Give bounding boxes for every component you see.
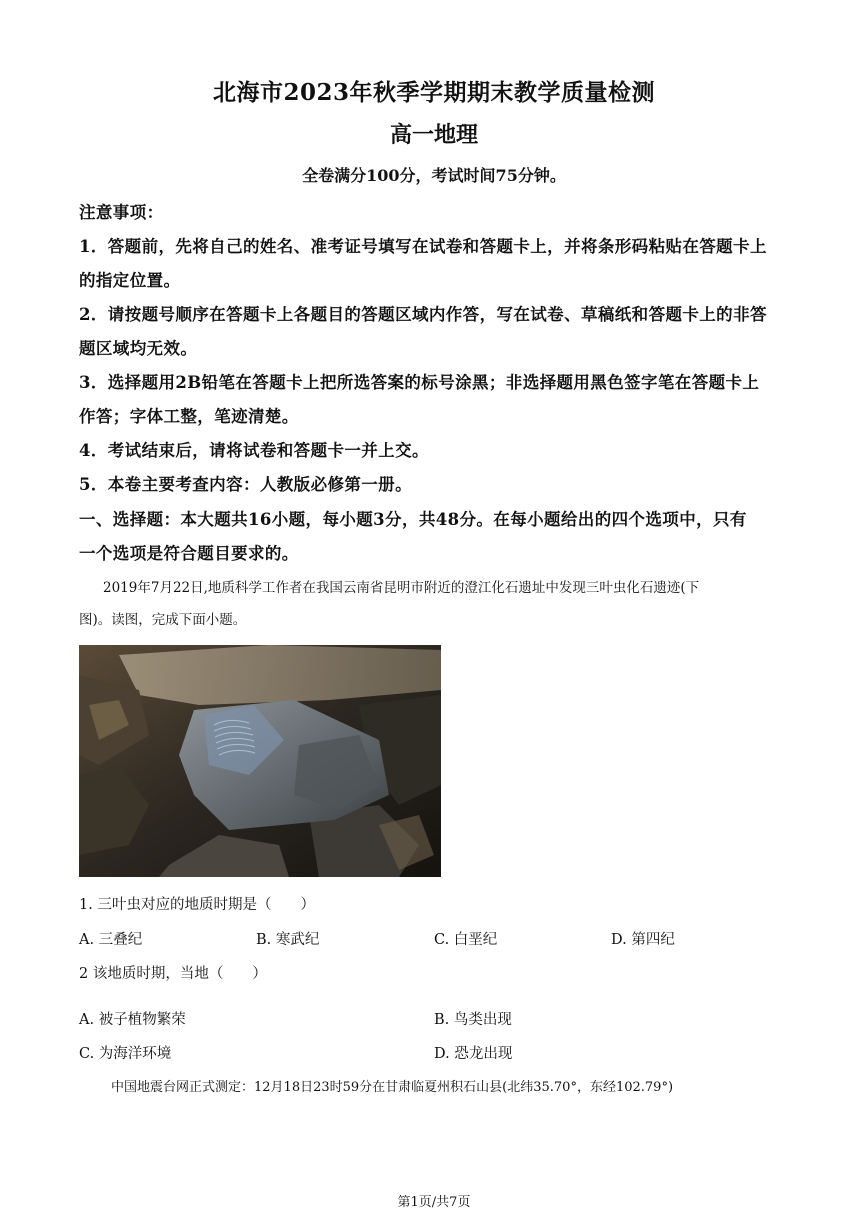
note-line: 2．请按题号顺序在答题卡上各题目的答题区域内作答，写在试卷、草稿纸和答题卡上的非答 (79, 305, 767, 324)
question-2-option-d: D. 恐龙出现 (434, 1046, 513, 1062)
notes-heading: 注意事项： (79, 203, 164, 222)
question-1-stem: 1. 三叶虫对应的地质时期是（ ） (79, 897, 315, 913)
question-1-option-c: C. 白垩纪 (434, 932, 498, 948)
note-line: 3．选择题用2B铅笔在答题卡上把所选答案的标号涂黑；非选择题用黑色签字笔在答题卡上 (79, 373, 760, 392)
passage-line: 2019年7月22日,地质科学工作者在我国云南省昆明市附近的澄江化石遗址中发现三叶虫化石遗迹(下 (103, 580, 700, 596)
question-2-option-c: C. 为海洋环境 (79, 1046, 172, 1062)
note-line: 1．答题前，先将自己的姓名、准考证号填写在试卷和答题卡上，并将条形码粘贴在答题卡上 (79, 237, 767, 256)
note-line: 题区域均无效。 (79, 339, 198, 358)
question-2-option-b: B. 鸟类出现 (434, 1012, 512, 1028)
question-2-option-a: A. 被子植物繁荣 (79, 1012, 186, 1028)
note-line: 作答；字体工整，笔迹清楚。 (79, 407, 299, 426)
exam-title: 北海市2023年秋季学期期末教学质量检测 (212, 79, 655, 106)
note-line: 4．考试结束后，请将试卷和答题卡一并上交。 (79, 441, 429, 460)
passage-line: 图)。读图，完成下面小题。 (79, 612, 247, 628)
note-line: 的指定位置。 (79, 271, 181, 290)
fossil-rock-image (79, 645, 441, 877)
section-heading: 一、选择题：本大题共16小题，每小题3分，共48分。在每小题给出的四个选项中，只有 (79, 510, 747, 529)
note-line: 5．本卷主要考查内容：人教版必修第一册。 (79, 475, 412, 494)
trilobite-fossil-photo (79, 645, 441, 877)
question-1-option-a: A. 三叠纪 (79, 932, 143, 948)
section-heading-cont: 一个选项是符合题目要求的。 (79, 544, 299, 563)
question-1-option-d: D. 第四纪 (611, 932, 675, 948)
exam-subject: 高一地理 (389, 122, 478, 148)
question-2-stem: 2 该地质时期，当地（ ） (79, 966, 267, 982)
question-1-option-b: B. 寒武纪 (256, 932, 320, 948)
score-time-line: 全卷满分100分，考试时间75分钟。 (302, 166, 566, 185)
next-passage-line: 中国地震台网正式测定：12月18日23时59分在甘肃临夏州积石山县(北纬35.70°，东经102.79°) (111, 1080, 674, 1095)
page-footer: 第1页/共7页 (397, 1195, 471, 1210)
